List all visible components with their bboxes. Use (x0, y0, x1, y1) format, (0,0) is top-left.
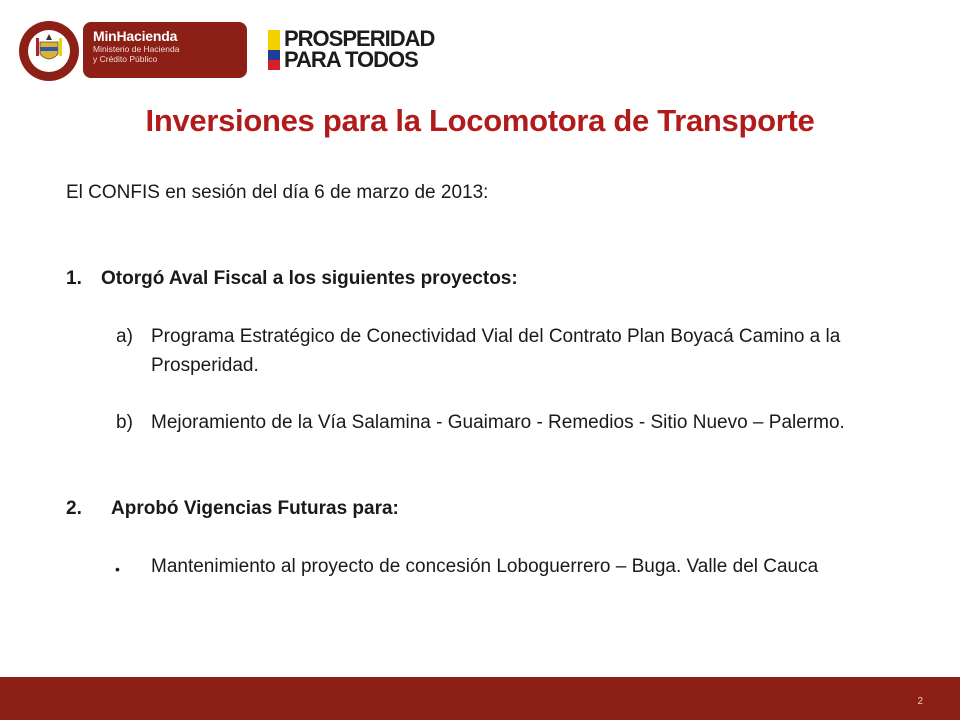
minhacienda-logo (83, 22, 247, 78)
ministry-subtitle-2: y Crédito Público (93, 54, 158, 64)
ministry-subtitle-1: Ministerio de Hacienda (93, 44, 180, 54)
colombia-flag-icon (268, 30, 280, 70)
ministry-name: MinHacienda (93, 28, 178, 44)
slogan (284, 28, 434, 70)
slogan-line-2: PARA TODOS (284, 47, 418, 72)
intro-text: El CONFIS en sesión del día 6 de marzo de 2013: (66, 182, 489, 203)
footer-bar (0, 677, 960, 720)
item-b-text: Mejoramiento de la Vía Salamina - Guaimaro - Remedios - Sitio Nuevo – Palermo. (151, 412, 845, 433)
bullet-icon: • (115, 561, 120, 577)
section-1-heading: Otorgó Aval Fiscal a los siguientes proyectos: (101, 268, 518, 289)
page-number: 2 (917, 696, 923, 707)
item-a-label: a) (116, 326, 133, 347)
slogan-line-1: PROSPERIDAD (284, 26, 435, 51)
section-2-item-text: Mantenimiento al proyecto de concesión Loboguerrero – Buga. Valle del Cauca (151, 556, 819, 577)
section-2-number: 2. (66, 498, 82, 519)
section-2-heading: Aprobó Vigencias Futuras para: (111, 498, 399, 519)
prosperidad-logo (268, 28, 448, 74)
section-1-number: 1. (66, 268, 82, 289)
item-a-text: Programa Estratégico de Conectividad Vial del Contrato Plan Boyacá Camino a la Prosperidad. (151, 326, 841, 376)
colombia-seal-logo (18, 20, 80, 82)
item-b-label: b) (116, 412, 133, 433)
page-title: Inversiones para la Locomotora de Transporte (145, 103, 815, 138)
